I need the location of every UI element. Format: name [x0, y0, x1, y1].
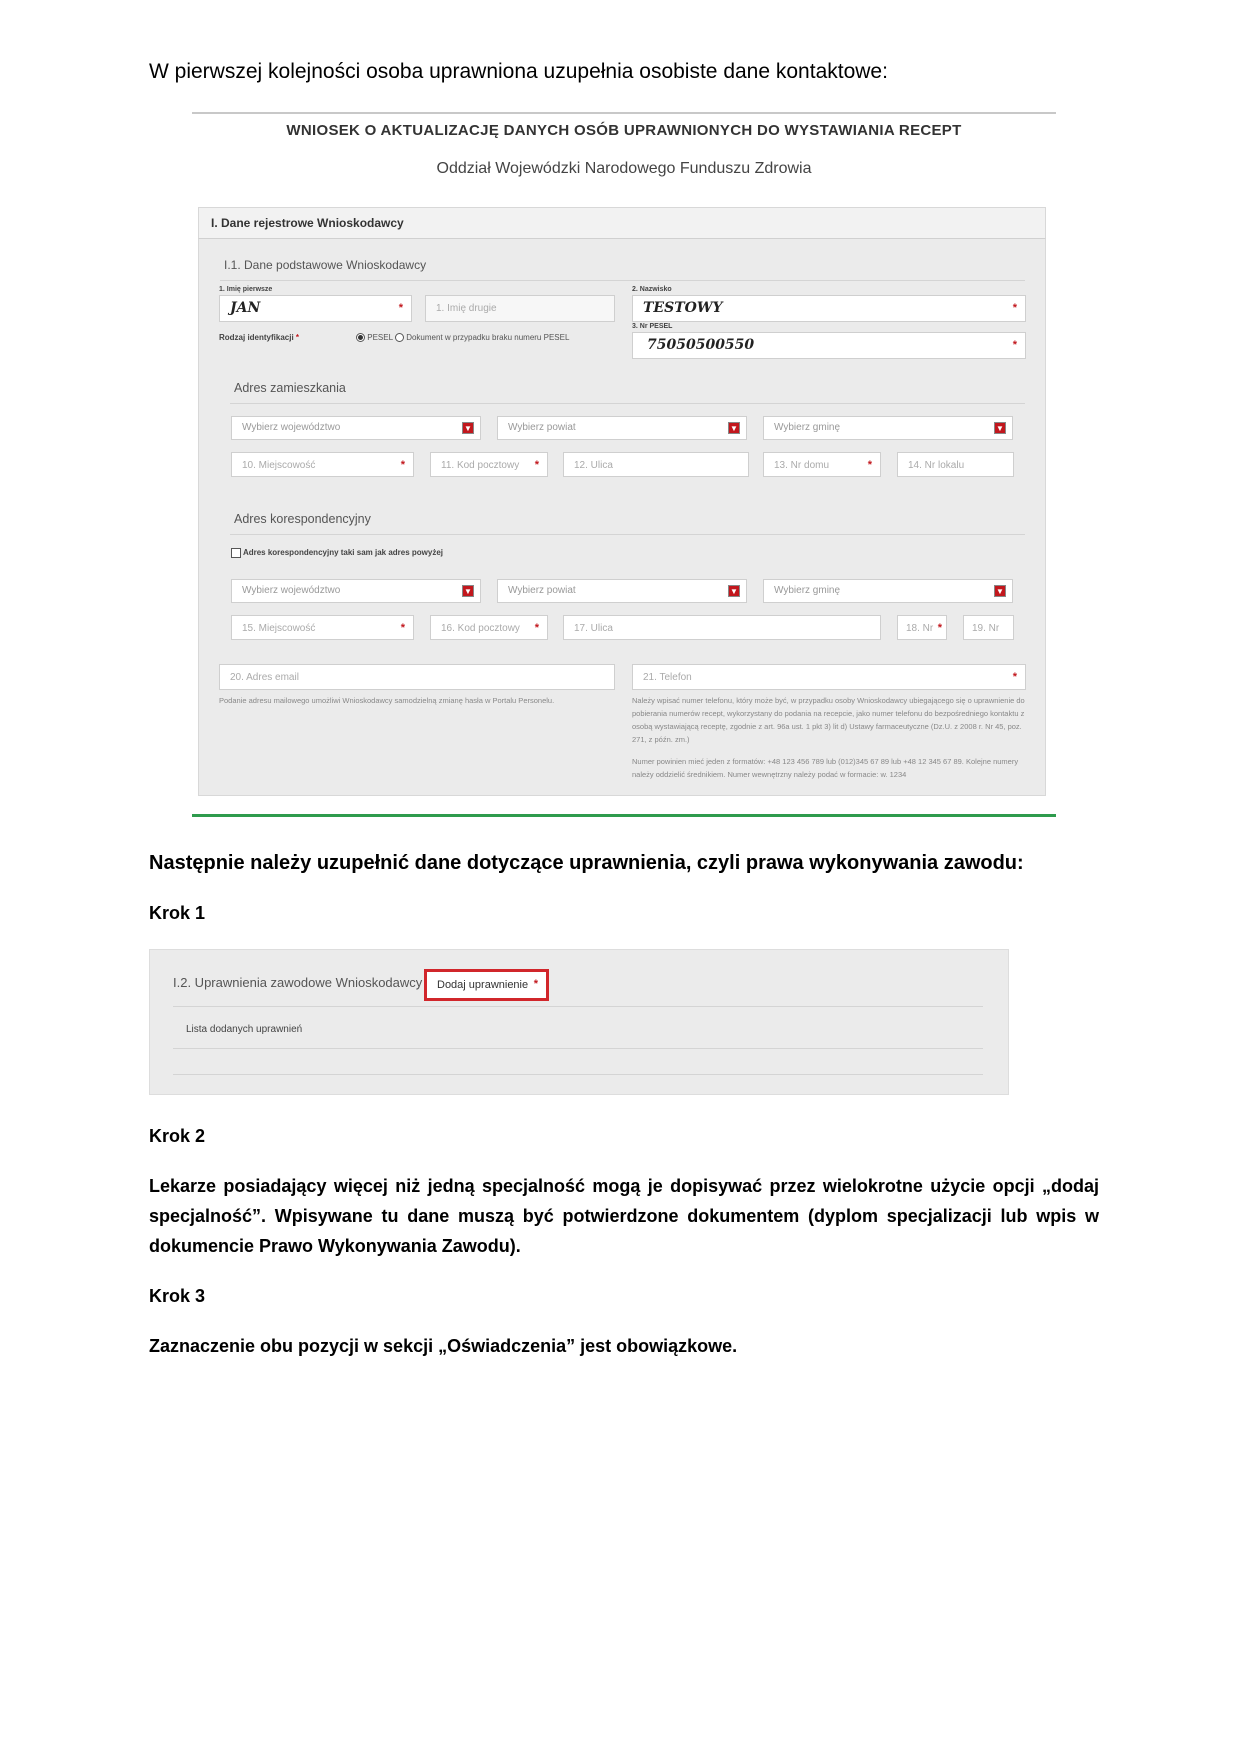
separator [173, 1048, 983, 1049]
required-mark: * [1012, 302, 1017, 314]
radio-document[interactable] [395, 333, 404, 342]
required-mark: * [1012, 339, 1017, 351]
home-voivodeship-placeholder: Wybierz województwo [242, 422, 341, 433]
same-address-checkbox-row [231, 548, 443, 558]
same-address-checkbox[interactable] [231, 548, 241, 558]
required-mark: * [867, 459, 872, 471]
corr-county-placeholder: Wybierz powiat [508, 585, 576, 596]
home-city-placeholder: 10. Miejscowość [242, 460, 316, 471]
phone-placeholder: 21. Telefon [643, 672, 692, 683]
radio-pesel[interactable] [356, 333, 365, 342]
home-commune-select[interactable] [763, 416, 1013, 440]
heading-next: Następnie należy uzupełnić dane dotyczące uprawnienia, czyli prawa wykonywania zawodu: [149, 852, 1024, 874]
required-mark: * [534, 459, 539, 471]
separator [173, 1006, 983, 1007]
corr-commune-select[interactable] [763, 579, 1013, 603]
corr-street-input[interactable] [563, 615, 881, 640]
step-2-text: Lekarze posiadający więcej niż jedną specjalność mogą je dopisywać przez wielokrotne użycie opcji „dodaj specjalność”. Wpisywane tu dane muszą być potwierdzone dokumentem (dyplom specjalizacji lub wpis w dokumencie Prawo Wykonywania Zawodu). [149, 1176, 1099, 1256]
separator [230, 534, 1025, 535]
corr-voivodeship-select[interactable] [231, 579, 481, 603]
id-type-label [219, 333, 299, 342]
required-mark: * [937, 622, 942, 634]
corr-flat-placeholder: 19. Nr [972, 623, 1000, 634]
home-commune-placeholder: Wybierz gminę [774, 422, 841, 433]
pesel-label: 3. Nr PESEL [632, 323, 673, 330]
step-1-label: Krok 1 [149, 903, 206, 923]
surname-label: 2. Nazwisko [632, 286, 672, 293]
home-flat-input[interactable] [897, 452, 1014, 477]
corr-flat-input[interactable] [963, 615, 1014, 640]
step-3-label: Krok 3 [149, 1286, 206, 1306]
home-flat-placeholder: 14. Nr lokalu [908, 460, 965, 471]
required-mark: * [400, 459, 405, 471]
radio-document-label: Dokument w przypadku braku numeru PESEL [406, 333, 570, 342]
add-permission-button[interactable] [424, 969, 549, 1001]
corr-county-select[interactable] [497, 579, 747, 603]
required-mark: * [534, 622, 539, 634]
email-input[interactable] [219, 664, 615, 690]
chevron-down-icon: ▼ [728, 585, 740, 597]
first-name-value: JAN [230, 300, 261, 316]
divider-top [192, 112, 1056, 114]
email-note: Podanie adresu mailowego umożliwi Wnioskodawcy samodzielną zmianę hasła w Portalu Personelu. [219, 696, 555, 705]
pesel-input[interactable] [632, 332, 1026, 359]
section-header [198, 207, 1046, 239]
radio-pesel-label: PESEL [367, 333, 393, 342]
second-name-placeholder: 1. Imię drugie [436, 303, 497, 314]
corr-postcode-input[interactable] [430, 615, 548, 640]
home-street-input[interactable] [563, 452, 749, 477]
home-street-placeholder: 12. Ulica [574, 460, 613, 471]
surname-value: TESTOWY [643, 300, 723, 316]
pesel-value: 75050500550 [647, 337, 755, 353]
permissions-section-label [173, 975, 430, 990]
chevron-down-icon: ▼ [462, 585, 474, 597]
corr-house-placeholder: 18. Nr [906, 623, 934, 634]
id-type-label-text: Rodzaj identyfikacji [219, 333, 294, 342]
required-mark: * [400, 622, 405, 634]
divider-bottom [192, 814, 1056, 817]
required-mark: * [533, 978, 538, 990]
phone-note: Należy wpisać numer telefonu, który może być, w przypadku osoby Wnioskodawcy ubiegającego się o uprawnienie do pobierania numerów recept, wykorzystany do podania na recepcie, jako numer telefonu do bezpośredniego kontaktu z osobą wystawiającą receptę, zgodnie z art. 96a ust. 1 pkt 3) lit d) Ustawy farmaceutyczne (Dz.U. z 2008 r. Nr 45, poz. 271, z późn. zm.) [632, 696, 1025, 744]
intro-text: W pierwszej kolejności osoba uprawniona uzupełnia osobiste dane kontaktowe: [149, 60, 888, 83]
home-city-input[interactable] [231, 452, 414, 477]
address-corr-heading: Adres korespondencyjny [234, 512, 371, 526]
chevron-down-icon: ▼ [994, 585, 1006, 597]
home-house-placeholder: 13. Nr domu [774, 460, 830, 471]
section-header-label: I. Dane rejestrowe Wnioskodawcy [211, 216, 404, 230]
step-3-text: Zaznaczenie obu pozycji w sekcji „Oświadczenia” jest obowiązkowe. [149, 1336, 738, 1356]
form-subtitle: Oddział Wojewódzki Narodowego Funduszu Zdrowia [436, 160, 812, 177]
first-name-input[interactable] [219, 295, 412, 322]
surname-input[interactable] [632, 295, 1026, 322]
phone-input[interactable] [632, 664, 1026, 690]
separator [220, 280, 1025, 281]
corr-commune-placeholder: Wybierz gminę [774, 585, 841, 596]
home-county-select[interactable] [497, 416, 747, 440]
home-postcode-input[interactable] [430, 452, 548, 477]
first-name-label: 1. Imię pierwsze [219, 286, 273, 293]
home-postcode-placeholder: 11. Kod pocztowy [441, 460, 520, 471]
corr-voivodeship-placeholder: Wybierz województwo [242, 585, 341, 596]
subsection-title: I.1. Dane podstawowe Wnioskodawcy [224, 258, 427, 272]
corr-postcode-placeholder: 16. Kod pocztowy [441, 623, 520, 634]
required-mark: * [295, 333, 300, 342]
step-2-label: Krok 2 [149, 1126, 206, 1146]
chevron-down-icon: ▼ [728, 422, 740, 434]
separator [230, 403, 1025, 404]
same-address-label: Adres korespondencyjny taki sam jak adres powyżej [242, 548, 444, 558]
permissions-section-text: I.2. Uprawnienia zawodowe Wnioskodawcy [173, 975, 423, 990]
corr-house-input[interactable] [897, 615, 947, 640]
corr-city-placeholder: 15. Miejscowość [242, 623, 316, 634]
home-house-input[interactable] [763, 452, 881, 477]
home-voivodeship-select[interactable] [231, 416, 481, 440]
required-mark: * [1012, 671, 1017, 683]
chevron-down-icon: ▼ [462, 422, 474, 434]
separator [173, 1074, 983, 1075]
permissions-list-label: Lista dodanych uprawnień [186, 1024, 303, 1035]
form-title: WNIOSEK O AKTUALIZACJĘ DANYCH OSÓB UPRAWNIONYCH DO WYSTAWIANIA RECEPT [286, 122, 962, 139]
chevron-down-icon: ▼ [994, 422, 1006, 434]
second-name-input[interactable] [425, 295, 615, 322]
add-permission-button-label: Dodaj uprawnienie [437, 979, 529, 991]
address-home-heading: Adres zamieszkania [234, 381, 346, 395]
home-county-placeholder: Wybierz powiat [508, 422, 576, 433]
phone-format-note: Numer powinien mieć jeden z formatów: +48 123 456 789 lub (012)345 67 89 lub +48 12 345 67 89. Kolejne numery należy oddzielić średnikiem. Numer wewnętrzny należy podać w formacie: w. 1234 [632, 757, 1019, 779]
corr-city-input[interactable] [231, 615, 414, 640]
required-mark: * [398, 302, 403, 314]
id-type-options [356, 333, 569, 342]
corr-street-placeholder: 17. Ulica [574, 623, 613, 634]
email-placeholder: 20. Adres email [230, 672, 299, 683]
